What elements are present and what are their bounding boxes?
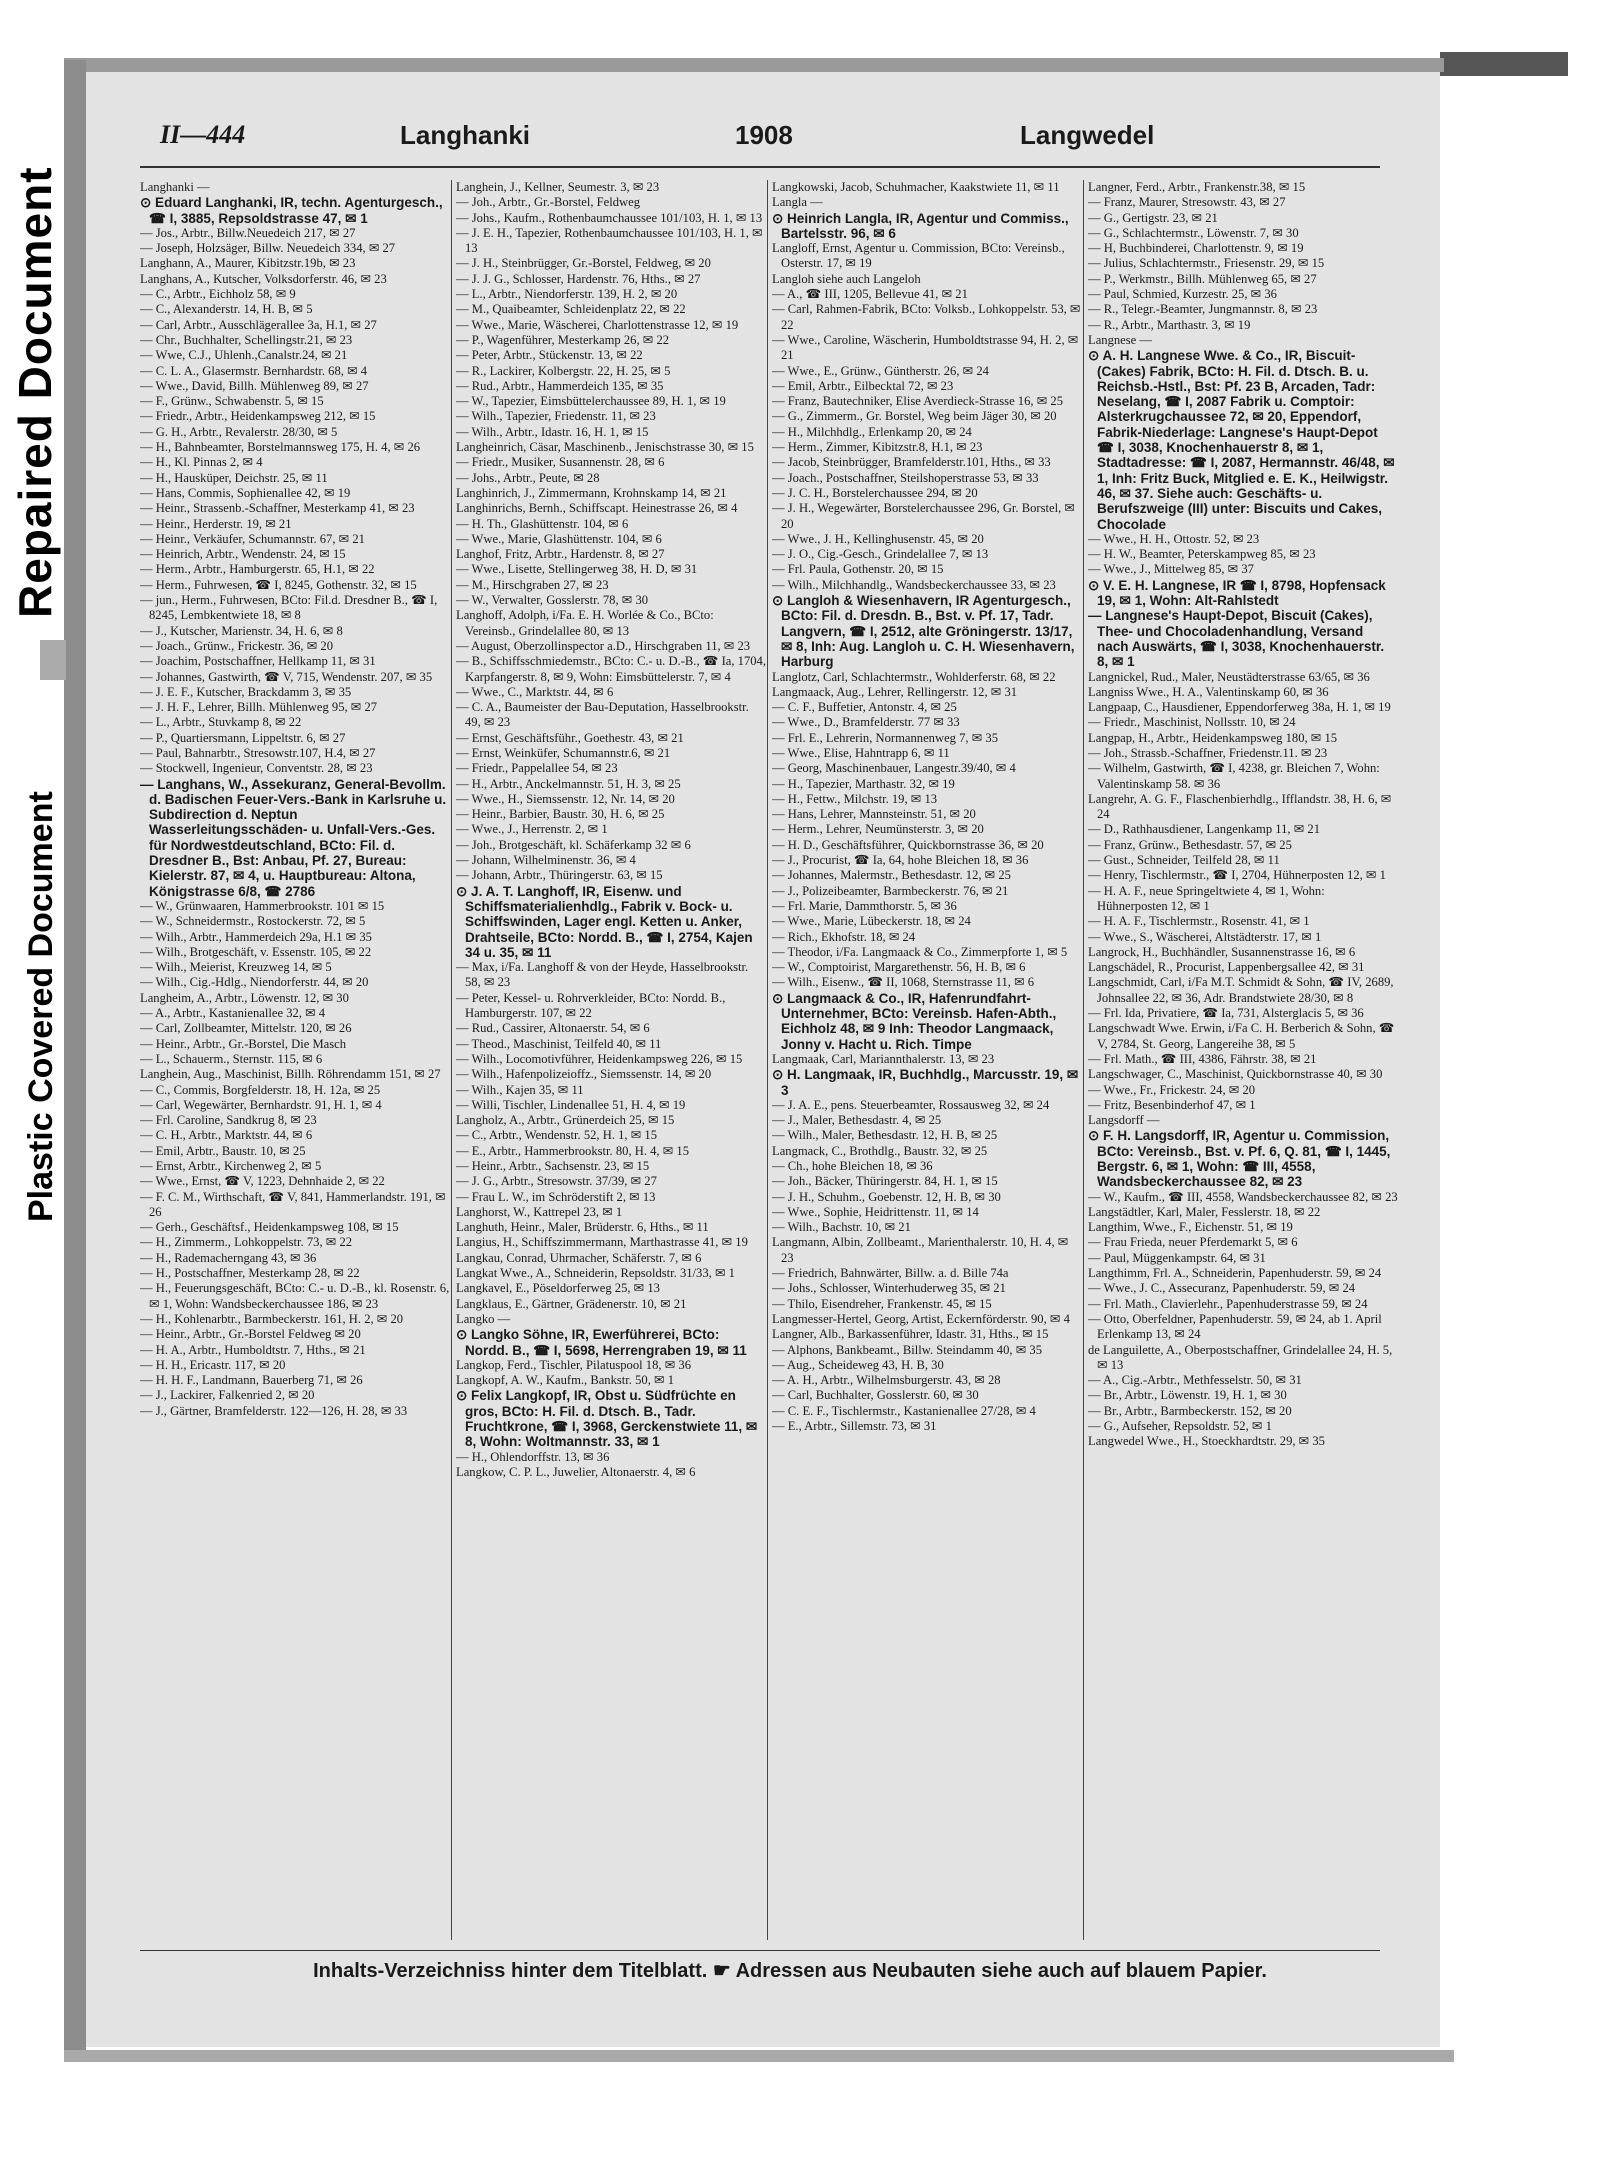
directory-entry: — jun., Herm., Fuhrwesen, BCto: Fil.d. Dresdner B., ☎ I, 8245, Lembkentwiete 18, ✉ 8 [140, 593, 438, 623]
directory-entry: — Julius, Schlachtermstr., Friesenstr. 29, ✉ 15 [1088, 256, 1325, 271]
directory-entry: — August, Oberzollinspector a.D., Hirschgraben 11, ✉ 23 [456, 638, 751, 653]
directory-entry: ⊙ Langko Söhne, IR, Ewerführerei, BCto: Nordd. B., ☎ I, 5698, Herrengraben 19, ✉ 11 [456, 1327, 747, 1358]
directory-entry: — Herm., Fuhrwesen, ☎ I, 8245, Gothenstr. 32, ✉ 15 [140, 577, 417, 592]
directory-entry: — Wwe., Marie, Glashüttenstr. 104, ✉ 6 [456, 531, 662, 546]
directory-entry: — Rud., Cassirer, Altonaerstr. 54, ✉ 6 [456, 1021, 650, 1036]
directory-entry: ⊙ V. E. H. Langnese, IR ☎ I, 8798, Hopfensack 19, ✉ 1, Wohn: Alt-Rahlstedt [1088, 577, 1386, 609]
directory-column-3 [772, 180, 1082, 1940]
column-divider [1083, 180, 1084, 1940]
directory-entry: Langhans, A., Kutscher, Volksdorferstr. 46, ✉ 23 [140, 271, 387, 286]
directory-entry: — E., Arbtr., Hammerbrookstr. 80, H. 4, ✉ 15 [456, 1143, 690, 1158]
directory-entry: — Heinr., Strassenb.-Schaffner, Mesterkamp 41, ✉ 23 [140, 501, 415, 516]
directory-entry: — C., Alexanderstr. 14, H. B, ✉ 5 [140, 302, 313, 317]
directory-entry: Langnese — [1088, 332, 1152, 347]
directory-entry: — J. E. H., Tapezier, Rothenbaumchaussee 101/103, H. 1, ✉ 13 [456, 225, 763, 256]
directory-entry: — Ernst, Geschäftsführ., Goethestr. 43, ✉ 21 [456, 730, 684, 745]
directory-entry: — C. H., Arbtr., Marktstr. 44, ✉ 6 [140, 1128, 313, 1143]
directory-entry: Langheim, A., Arbtr., Löwenstr. 12, ✉ 30 [140, 990, 349, 1005]
directory-entry: Langhinrichs, Bernh., Schiffscapt. Heinestrasse 26, ✉ 4 [456, 501, 738, 516]
directory-entry: — Carl, Zollbeamter, Mittelstr. 120, ✉ 26 [140, 1021, 352, 1036]
directory-entry: Langloff, Ernst, Agentur u. Commission, BCto: Vereinsb., Osterstr. 17, ✉ 19 [772, 241, 1065, 271]
header-first-word: Langhanki [400, 120, 531, 150]
directory-entry: — Wwe., D., Bramfelderstr. 77 ✉ 33 [772, 715, 960, 730]
directory-entry: — Johs., Kaufm., Rothenbaumchaussee 101/103, H. 1, ✉ 13 [456, 210, 763, 225]
directory-entry: — Chr., Buchhalter, Schellingstr.21, ✉ 23 [140, 332, 353, 347]
directory-entry: — J. C. H., Borstelerchaussee 294, ✉ 20 [772, 485, 978, 500]
directory-entry: — Ch., hohe Bleichen 18, ✉ 36 [772, 1159, 933, 1173]
directory-entry: ⊙ Heinrich Langla, IR, Agentur und Commiss., Bartelsstr. 96, ✉ 6 [772, 210, 1069, 241]
directory-entry: Langmack, C., Brothdlg., Baustr. 32, ✉ 25 [772, 1143, 988, 1158]
directory-entry: ⊙ F. H. Langsdorff, IR, Agentur u. Commission, BCto: Vereinsb., Bst. v. Pf. 6, Q. 81, ☎ I, 1445, Bergstr. 6, ✉ 1, Wohn: ☎ III, 4558, Wandsbeckerchaussee 82, ✉ 23 [1088, 1128, 1391, 1190]
directory-entry: — H. W., Beamter, Peterskampweg 85, ✉ 23 [1088, 547, 1316, 562]
directory-entry: — Wilh., Arbtr., Idastr. 16, H. 1, ✉ 15 [456, 424, 649, 439]
directory-entry: — Carl, Wegewärter, Bernhardstr. 91, H. 1, ✉ 4 [140, 1097, 382, 1112]
directory-entry: — H., Hausküper, Deichstr. 25, ✉ 11 [140, 470, 328, 485]
directory-entry: — Herm., Lehrer, Neumünsterstr. 3, ✉ 20 [772, 822, 984, 837]
directory-entry: — Rich., Ekhofstr. 18, ✉ 24 [772, 929, 916, 944]
directory-entry: Langhof, Fritz, Arbtr., Hardenstr. 8, ✉ 27 [456, 547, 665, 562]
directory-entry: — Friedr., Pappelallee 54, ✉ 23 [456, 761, 618, 776]
directory-entry: — H., Feuerungsgeschäft, BCto: C.- u. D.-B., kl. Rosenstr. 6, ✉ 1, Wohn: Wandsbeckerchaussee 186, ✉ 23 [140, 1281, 450, 1311]
directory-entry: — Frau L. W., im Schröderstift 2, ✉ 13 [456, 1189, 656, 1204]
directory-entry: — Hans, Commis, Sophienallee 42, ✉ 19 [140, 485, 351, 500]
directory-entry: — Joh., Bäcker, Thüringerstr. 84, H. 1, ✉ 15 [772, 1174, 998, 1189]
directory-entry: — R., Telegr.-Beamter, Jungmannstr. 8, ✉ 23 [1088, 302, 1318, 317]
directory-entry: — Wilh., Arbtr., Hammerdeich 29a, H.1 ✉ 35 [140, 929, 372, 944]
directory-entry: — Wwe., C., Marktstr. 44, ✉ 6 [456, 684, 614, 699]
directory-entry: — Wilh., Hafenpolizeioffz., Siemssenstr. 14, ✉ 20 [456, 1067, 712, 1082]
directory-entry: — Wilh., Locomotivführer, Heidenkampsweg 226, ✉ 15 [456, 1051, 743, 1066]
directory-entry: — H. D., Geschäftsführer, Quickbornstrasse 36, ✉ 20 [772, 837, 1044, 852]
directory-entry: — Wwe., Marie, Lübeckerstr. 18, ✉ 24 [772, 914, 971, 929]
directory-entry: — J. H., Schuhm., Goebenstr. 12, H. B, ✉ 30 [772, 1189, 1001, 1204]
directory-entry: Langwedel Wwe., H., Stoeckhardtstr. 29, ✉ 35 [1088, 1434, 1325, 1449]
directory-entry: Langius, H., Schiffszimmermann, Marthastrasse 41, ✉ 19 [456, 1235, 748, 1250]
directory-entry: — J. H., Wegewärter, Borstelerchaussee 296, Gr. Borstel, ✉ 20 [772, 501, 1075, 531]
label-divider [40, 640, 66, 680]
directory-entry: — Joh., Arbtr., Gr.-Borstel, Feldweg [456, 195, 640, 210]
directory-entry: — Heinrich, Arbtr., Wendenstr. 24, ✉ 15 [140, 547, 346, 562]
directory-entry: Langkop, Ferd., Tischler, Pilatuspool 18, ✉ 36 [456, 1357, 691, 1372]
directory-entry: — Herm., Zimmer, Kibitzstr.8, H.1, ✉ 23 [772, 440, 983, 455]
directory-entry: — J., Procurist, ☎ Ia, 64, hohe Bleichen 18, ✉ 36 [772, 853, 1029, 868]
directory-entry: — Franz, Grünw., Bethesdastr. 57, ✉ 25 [1088, 837, 1292, 852]
directory-entry: — Wwe., Fr., Frickestr. 24, ✉ 20 [1088, 1082, 1256, 1097]
directory-entry: — Johann, Arbtr., Thüringerstr. 63, ✉ 15 [456, 868, 663, 883]
directory-entry: Langlotz, Carl, Schlachtermstr., Wohlderferstr. 68, ✉ 22 [772, 669, 1056, 684]
directory-entry: — Jacob, Steinbrügger, Bramfelderstr.101, Hths., ✉ 33 [772, 455, 1051, 470]
directory-entry: — Langnese's Haupt-Depot, Biscuit (Cakes), Thee- und Chocoladenhandlung, Versand nach Auswärts, ☎ I, 3038, Knochenhauerstr. 8, ✉ 1 [1088, 608, 1385, 670]
directory-entry: — H. A., Arbtr., Humboldtstr. 7, Hths., ✉ 21 [140, 1342, 366, 1357]
directory-entry: Langschwager, C., Maschinist, Quickbornstrasse 40, ✉ 30 [1088, 1067, 1383, 1082]
directory-entry: Langholz, A., Arbtr., Grünerdeich 25, ✉ 15 [456, 1113, 675, 1128]
directory-entry: — J. H. F., Lehrer, Billh. Mühlenweg 95, ✉ 27 [140, 700, 378, 715]
directory-entry: — Gerh., Geschäftsf., Heidenkampsweg 108, ✉ 15 [140, 1220, 399, 1235]
directory-entry: de Languilette, A., Oberpostschaffner, Grindelallee 24, H. 5, ✉ 13 [1088, 1342, 1393, 1372]
directory-entry: — Heinr., Arbtr., Sachsenstr. 23, ✉ 15 [456, 1159, 650, 1173]
directory-entry: — Theodor, i/Fa. Langmaack & Co., Zimmerpforte 1, ✉ 5 [772, 944, 1068, 959]
directory-entry: — Wwe., J., Herrenstr. 2, ✉ 1 [456, 822, 608, 837]
directory-entry: — A. H., Arbtr., Wilhelmsburgerstr. 43, ✉ 28 [772, 1373, 1001, 1388]
directory-entry: — Johs., Arbtr., Peute, ✉ 28 [456, 470, 600, 485]
directory-entry: — C., Arbtr., Eichholz 58, ✉ 9 [140, 287, 296, 302]
directory-entry: — Wwe., E., Grünw., Güntherstr. 26, ✉ 24 [772, 363, 989, 378]
directory-entry: — Thilo, Eisendreher, Frankenstr. 45, ✉ 15 [772, 1296, 992, 1311]
directory-entry: Langrehr, A. G. F., Flaschenbierhdlg., Ifflandstr. 38, H. 6, ✉ 24 [1088, 791, 1392, 822]
directory-entry: — A., Arbtr., Kastanienallee 32, ✉ 4 [140, 1006, 326, 1021]
directory-entry: Langkavel, E., Pöseldorferweg 25, ✉ 13 [456, 1281, 660, 1296]
directory-entry: — Hans, Lehrer, Mannsteinstr. 51, ✉ 20 [772, 807, 976, 822]
directory-entry: — Paul, Schmied, Kurzestr. 25, ✉ 36 [1088, 287, 1277, 302]
directory-entry: — Friedr., Musiker, Susannenstr. 28, ✉ 6 [456, 455, 665, 470]
directory-entry: — Heinr., Arbtr., Gr.-Borstel Feldweg ✉ 20 [140, 1327, 361, 1342]
directory-entry: Langkau, Conrad, Uhrmacher, Schäferstr. 7, ✉ 6 [456, 1250, 702, 1265]
directory-entry: ⊙ Felix Langkopf, IR, Obst u. Südfrüchte en gros, BCto: H. Fil. d. Dtsch. B., Tadr. Fruchtkrone, ☎ I, 3968, Gerckenstwiete 11, ✉ 8, Wohn: Woltmannstr. 33, ✉ 1 [456, 1388, 758, 1450]
directory-entry: — Rud., Arbtr., Hammerdeich 135, ✉ 35 [456, 378, 664, 393]
directory-entry: — H., Arbtr., Anckelmannstr. 51, H. 3, ✉ 25 [456, 776, 681, 791]
scan-left-edge [64, 60, 86, 2050]
directory-entry: — Friedr., Arbtr., Heidenkampsweg 212, ✉ 15 [140, 409, 376, 424]
directory-entry: — Joh., Strassb.-Schaffner, Friedenstr.11. ✉ 23 [1088, 745, 1328, 760]
directory-entry: — Wwe., J. H., Kellinghusenstr. 45, ✉ 20 [772, 531, 984, 546]
directory-entry: — C. F., Buffetier, Antonstr. 4, ✉ 25 [772, 700, 957, 715]
directory-entry: — H., Postschaffner, Mesterkamp 28, ✉ 22 [140, 1266, 360, 1281]
directory-entry: — Frl. Math., Clavierlehr., Papenhuderstrasse 59, ✉ 24 [1088, 1296, 1368, 1311]
directory-entry: Langmann, Albin, Zollbeamt., Marienthalerstr. 10, H. 4, ✉ 23 [772, 1235, 1069, 1265]
directory-entry: — H., Kohlenarbtr., Barmbeckerstr. 161, H. 2, ✉ 20 [140, 1311, 404, 1326]
directory-entry: — Johann, Wilhelminenstr. 36, ✉ 4 [456, 853, 636, 868]
directory-entry: — D., Rathhausdiener, Langenkamp 11, ✉ 21 [1088, 822, 1321, 837]
directory-column-1 [140, 180, 450, 1940]
plastic-covered-label: Plastic Covered Document [22, 791, 60, 1222]
directory-entry: — G., Zimmerm., Gr. Borstel, Weg beim Jäger 30, ✉ 20 [772, 409, 1057, 424]
directory-entry: — Br., Arbtr., Löwenstr. 19, H. 1, ✉ 30 [1088, 1388, 1287, 1403]
directory-entry: — Wwe., J. C., Assecuranz, Papenhuderstr. 59, ✉ 24 [1088, 1281, 1356, 1296]
directory-entry: — Wilh., Tapezier, Friedenstr. 11, ✉ 23 [456, 409, 656, 424]
directory-entry: — Wwe., Ernst, ☎ V, 1223, Dehnhaide 2, ✉ 22 [140, 1174, 385, 1189]
header-rule [140, 166, 1380, 168]
directory-entry: — Franz, Bautechniker, Elise Averdieck-Strasse 16, ✉ 25 [772, 394, 1063, 409]
header-last-word: Langwedel [1020, 120, 1155, 150]
directory-entry: — J. G., Arbtr., Stresowstr. 37/39, ✉ 27 [456, 1174, 657, 1189]
directory-entry: Langkow, C. P. L., Juwelier, Altonaerstr. 4, ✉ 6 [456, 1464, 696, 1479]
column-divider [767, 180, 768, 1940]
directory-entry: Langkopf, A. W., Kaufm., Bankstr. 50, ✉ 1 [456, 1373, 674, 1388]
directory-entry: — J., Polizeibeamter, Barmbeckerstr. 76, ✉ 21 [772, 883, 1009, 898]
directory-entry: — J. H., Steinbrügger, Gr.-Borstel, Feldweg, ✉ 20 [456, 256, 711, 271]
directory-entry: — Heinr., Herderstr. 19, ✉ 21 [140, 516, 292, 531]
directory-entry: — Johannes, Gastwirth, ☎ V, 715, Wendenstr. 207, ✉ 35 [140, 669, 433, 684]
directory-entry: — Ernst, Weinküfer, Schumannstr.6, ✉ 21 [456, 745, 671, 760]
directory-entry: Langheinrich, Cäsar, Maschinenb., Jenischstrasse 30, ✉ 15 [456, 440, 754, 455]
directory-entry: — B., Schiffsschmiedemstr., BCto: C.- u. D.-B., ☎ Ia, 1704, Karpfangerstr. 8, ✉ 9, Wohn: Eimsbüttelerstr. 7, ✉ 4 [456, 654, 766, 684]
directory-entry: — Jos., Arbtr., Billw.Neuedeich 217, ✉ 27 [140, 225, 356, 240]
directory-entry: — Theod., Maschinist, Teilfeld 40, ✉ 11 [456, 1036, 662, 1051]
directory-entry: Langkat Wwe., A., Schneiderin, Repsoldstr. 31/33, ✉ 1 [456, 1266, 735, 1281]
directory-entry: — Aug., Scheideweg 43, H. B, 30 [772, 1357, 944, 1372]
directory-entry: — Joach., Postschaffner, Steilshoperstrasse 53, ✉ 33 [772, 470, 1039, 485]
directory-entry: — Wilh., Brotgeschäft, v. Essenstr. 105, ✉ 22 [140, 944, 372, 959]
directory-column-4 [1088, 180, 1398, 1940]
directory-entry: — L., Schauerm., Sternstr. 115, ✉ 6 [140, 1051, 323, 1066]
directory-entry: Langschädel, R., Procurist, Lappenbergsallee 42, ✉ 31 [1088, 960, 1365, 975]
directory-entry: — Stockwell, Ingenieur, Conventstr. 28, ✉ 23 [140, 761, 373, 776]
directory-entry: — J., Lackirer, Falkenried 2, ✉ 20 [140, 1388, 315, 1403]
directory-entry: — Friedr., Maschinist, Nollsstr. 10, ✉ 24 [1088, 715, 1296, 730]
directory-entry: — Joh., Brotgeschäft, kl. Schäferkamp 32 ✉ 6 [456, 837, 691, 852]
directory-entry: — Peter, Arbtr., Stückenstr. 13, ✉ 22 [456, 348, 643, 363]
directory-entry: — C. A., Baumeister der Bau-Deputation, Hasselbrookstr. 49, ✉ 23 [456, 700, 749, 730]
page-footer: Inhalts-Verzeichniss hinter dem Titelblatt. ☛ Adressen aus Neubauten siehe auch auf blauem Papier. [313, 1960, 1267, 1982]
directory-entry: — Frl. Paula, Gothenstr. 20, ✉ 15 [772, 562, 944, 577]
column-divider [451, 180, 452, 1940]
directory-entry: — R., Lackirer, Kolbergstr. 22, H. 25, ✉ 5 [456, 363, 671, 378]
directory-entry: — J., Maler, Bethesdastr. 4, ✉ 25 [772, 1113, 942, 1128]
directory-entry: Langniss Wwe., H. A., Valentinskamp 60, ✉ 36 [1088, 684, 1329, 699]
directory-entry: — Emil, Arbtr., Eilbecktal 72, ✉ 23 [772, 378, 954, 393]
directory-entry: — Joach., Grünw., Frickestr. 36, ✉ 20 [140, 638, 334, 653]
directory-entry: ⊙ Eduard Langhanki, IR, techn. Agenturgesch., ☎ I, 3885, Repsoldstrasse 47, ✉ 1 [140, 195, 443, 226]
directory-entry: ⊙ Langloh & Wiesenhavern, IR Agenturgesch., BCto: Fil. d. Dresdn. B., Bst. v. Pf. 17, Tadr. Langvern, ☎ I, 2512, alte Gröningerstr. 13/17, ✉ 8, Inh: Aug. Langloh u. C. H. Wiesenhavern, Harburg [772, 593, 1075, 670]
directory-entry: — Friedrich, Bahnwärter, Billw. a. d. Bille 74a [772, 1266, 1009, 1281]
directory-entry: — Wwe., J., Mittelweg 85, ✉ 37 [1088, 562, 1254, 577]
directory-entry: — Otto, Oberfeldner, Papenhuderstr. 59, ✉ 24, ab 1. April Erlenkamp 13, ✉ 24 [1088, 1311, 1382, 1342]
directory-entry: — Wilh., Cig.-Hdlg., Niendorferstr. 44, ✉ 20 [140, 975, 369, 990]
directory-entry: — H., Bahnbeamter, Borstelmannsweg 175, H. 4, ✉ 26 [140, 440, 421, 455]
directory-entry: Langloh siehe auch Langeloh [772, 271, 921, 286]
directory-entry: — W., Tapezier, Eimsbüttelerchaussee 89, H. 1, ✉ 19 [456, 394, 726, 409]
directory-entry: — E., Arbtr., Sillemstr. 73, ✉ 31 [772, 1419, 937, 1434]
directory-entry: — H., Kl. Pinnas 2, ✉ 4 [140, 455, 263, 470]
directory-entry: — R., Arbtr., Marthastr. 3, ✉ 19 [1088, 317, 1251, 332]
directory-entry: — Wwe., S., Wäscherei, Altstädterstr. 17, ✉ 1 [1088, 929, 1322, 944]
directory-entry: — W., Comptoirist, Margarethenstr. 56, H. B, ✉ 6 [772, 960, 1026, 975]
directory-entry: — F. C. M., Wirthschaft, ☎ V, 841, Hammerlandstr. 191, ✉ 26 [140, 1189, 446, 1219]
directory-entry: ⊙ H. Langmaak, IR, Buchhdlg., Marcusstr. 19, ✉ 3 [772, 1067, 1079, 1098]
directory-entry: Langner, Alb., Barkassenführer, Idastr. 31, Hths., ✉ 15 [772, 1327, 1049, 1342]
directory-entry: — J. J. G., Schlosser, Hardenstr. 76, Hths., ✉ 27 [456, 271, 701, 286]
directory-entry: — P., Werkmstr., Billh. Mühlenweg 65, ✉ 27 [1088, 271, 1317, 286]
directory-entry: — Wilhelm, Gastwirth, ☎ I, 4238, gr. Bleichen 7, Wohn: Valentinskamp 58. ✉ 36 [1088, 761, 1380, 791]
directory-entry: Langhein, Aug., Maschinist, Billh. Röhrendamm 151, ✉ 27 [140, 1067, 441, 1082]
directory-entry: Langhein, J., Kellner, Seumestr. 3, ✉ 23 [456, 180, 660, 194]
directory-entry: — Wilh., Bachstr. 10, ✉ 21 [772, 1220, 911, 1235]
directory-entry: — Heinr., Barbier, Baustr. 30, H. 6, ✉ 25 [456, 807, 665, 822]
directory-entry: — J. A. E., pens. Steuerbeamter, Rossausweg 32, ✉ 24 [772, 1097, 1050, 1112]
directory-entry: — C., Commis, Borgfelderstr. 18, H. 12a, ✉ 25 [140, 1082, 381, 1097]
directory-entry: — Franz, Maurer, Stresowstr. 43, ✉ 27 [1088, 195, 1286, 210]
directory-entry: — Frau Frieda, neuer Pferdemarkt 5, ✉ 6 [1088, 1235, 1298, 1250]
directory-entry: — Willi, Tischler, Lindenallee 51, H. 4, ✉ 19 [456, 1097, 686, 1112]
directory-entry: Langpap, H., Arbtr., Heidenkampsweg 180, ✉ 15 [1088, 730, 1338, 745]
directory-entry: Langhorst, W., Kattrepel 23, ✉ 1 [456, 1204, 623, 1219]
directory-entry: — C., Arbtr., Wendenstr. 52, H. 1, ✉ 15 [456, 1128, 658, 1143]
directory-entry: — Gust., Schneider, Teilfeld 28, ✉ 11 [1088, 853, 1280, 868]
directory-entry: — W., Grünwaaren, Hammerbrookstr. 101 ✉ 15 [140, 898, 385, 913]
directory-entry: — Ernst, Arbtr., Kirchenweg 2, ✉ 5 [140, 1159, 322, 1173]
directory-entry: — H., Rademacherngang 43, ✉ 36 [140, 1250, 317, 1265]
directory-entry: — Paul, Müggenkampstr. 64, ✉ 31 [1088, 1250, 1266, 1265]
directory-entry: — Henry, Tischlermstr., ☎ I, 2704, Hühnerposten 12, ✉ 1 [1088, 868, 1386, 883]
directory-entry: Langhoff, Adolph, i/Fa. E. H. Worlée & Co., BCto: Vereinsb., Grindelallee 80, ✉ 13 [456, 608, 714, 638]
scan-top-edge [64, 58, 1444, 72]
directory-entry: — Frl. Marie, Dammthorstr. 5, ✉ 36 [772, 898, 957, 913]
directory-entry: — L., Arbtr., Niendorferstr. 139, H. 2, ✉ 20 [456, 287, 678, 302]
directory-entry: — Wilh., Eisenw., ☎ II, 1068, Sternstrasse 11, ✉ 6 [772, 975, 1035, 990]
directory-entry: — J., Gärtner, Bramfelderstr. 122—126, H. 28, ✉ 33 [140, 1403, 408, 1418]
directory-entry: — G. H., Arbtr., Revalerstr. 28/30, ✉ 5 [140, 424, 338, 439]
directory-entry: — G., Gertigstr. 23, ✉ 21 [1088, 210, 1218, 225]
directory-entry: — Paul, Bahnarbtr., Stresowstr.107, H.4, ✉ 27 [140, 745, 376, 760]
directory-entry: — Wwe., Sophie, Heidrittenstr. 11, ✉ 14 [772, 1204, 979, 1219]
directory-entry: Langschwadt Wwe. Erwin, i/Fa C. H. Berberich & Sohn, ☎ V, 2784, St. Georg, Langereihe 38, ✉ 5 [1088, 1021, 1395, 1051]
directory-entry: — Wwe., Elise, Hahntrapp 6, ✉ 11 [772, 745, 950, 760]
directory-entry: — Wilh., Milchhandlg., Wandsbeckerchaussee 33, ✉ 23 [772, 577, 1056, 592]
directory-entry: — Heinr., Arbtr., Gr.-Borstel, Die Masch [140, 1036, 347, 1051]
directory-entry: — J., Kutscher, Marienstr. 34, H. 6, ✉ 8 [140, 623, 343, 638]
directory-entry: — Johs., Schlosser, Winterhuderweg 35, ✉ 21 [772, 1281, 1006, 1296]
directory-entry: Langko — [456, 1311, 511, 1326]
directory-entry: ⊙ A. H. Langnese Wwe. & Co., IR, Biscuit- (Cakes) Fabrik, BCto: H. Fil. d. Dtsch. B. u. Reichsb.-Hstl., Bst: Pf. 23 B, Arcaden, Tadr: Neselang, ☎ I, 2087 Fabrik u. Comptoir: Alsterkrugchaussee 72, ✉ 20, Eppendorf, Fabrik-Niederlage: Langnese's Haupt-Depot ☎ I, 3038, Knochenhauerstr 8, ✉ 1, Stadtadresse: ☎ I, 2087, Hermannstr. 46/48, ✉ 1, Inh: Fritz Buck, Mitglied e. E. K., Heilwigstr. 46, ✉ 37. Siehe auch: Geschäfts- u. Berufszweige (III) unter: Biscuits und Cakes, Chocolade [1088, 348, 1395, 532]
directory-entry: — Wwe., Lisette, Stellingerweg 38, H. D, ✉ 31 [456, 562, 698, 577]
directory-entry: — H. Th., Glashüttenstr. 104, ✉ 6 [456, 516, 629, 531]
directory-entry: — Frl. Caroline, Sandkrug 8, ✉ 23 [140, 1113, 317, 1128]
directory-entry: — J. O., Cig.-Gesch., Grindelallee 7, ✉ 13 [772, 547, 989, 562]
directory-entry: — Br., Arbtr., Barmbeckerstr. 152, ✉ 20 [1088, 1403, 1292, 1418]
directory-entry: Langmesser-Hertel, Georg, Artist, Eckernförderstr. 90, ✉ 4 [772, 1311, 1070, 1326]
directory-entry: — Frl. Ida, Privatiere, ☎ Ia, 731, Alsterglacis 5, ✉ 36 [1088, 1006, 1364, 1021]
directory-entry: — Joseph, Holzsäger, Billw. Neuedeich 334, ✉ 27 [140, 241, 396, 256]
directory-entry: — C. L. A., Glasermstr. Bernhardstr. 68, ✉ 4 [140, 363, 368, 378]
directory-entry: — Frl. Math., ☎ III, 4386, Fährstr. 38, ✉ 21 [1088, 1051, 1317, 1066]
directory-entry: Langstädtler, Karl, Maler, Fesslerstr. 18, ✉ 22 [1088, 1204, 1321, 1219]
directory-entry: ⊙ Langmaack & Co., IR, Hafenrundfahrt-Unternehmer, BCto: Vereinsb. Hafen-Abth., Eichholz 48, ✉ 9 Inh: Theodor Langmaack, Jonny v. Hacht u. Rich. Timpe [772, 990, 1057, 1052]
directory-entry: — H. H., Ericastr. 117, ✉ 20 [140, 1357, 286, 1372]
directory-entry: Langmaak, Carl, Mariannthalerstr. 13, ✉ 23 [772, 1051, 995, 1066]
directory-entry: — Fritz, Besenbinderhof 47, ✉ 1 [1088, 1097, 1256, 1112]
directory-entry: Langhinrich, J., Zimmermann, Krohnskamp 14, ✉ 21 [456, 485, 727, 500]
directory-entry: — Carl, Arbtr., Ausschlägerallee 3a, H.1, ✉ 27 [140, 317, 377, 332]
directory-entry: — C. E. F., Tischlermstr., Kastanienallee 27/28, ✉ 4 [772, 1403, 1036, 1418]
directory-entry: — W., Schneidermstr., Rostockerstr. 72, ✉ 5 [140, 914, 366, 929]
directory-entry: — Frl. E., Lehrerin, Normannenweg 7, ✉ 35 [772, 730, 998, 745]
directory-entry: — F., Grünw., Schwabenstr. 5, ✉ 15 [140, 394, 324, 409]
directory-entry: ⊙ J. A. T. Langhoff, IR, Eisenw. und Schiffsmaterialienhdlg., Fabrik v. Bock- u. Schiffswinden, Lager engl. Ketten u. Anker, Drahtseile, BCto: Nordd. B., ☎ I, 2754, Kajen 34 u. 35, ✉ 11 [456, 883, 753, 960]
directory-entry: Langklaus, E., Gärtner, Grädenerstr. 10, ✉ 21 [456, 1296, 687, 1311]
directory-entry: — P., Wagenführer, Mesterkamp 26, ✉ 22 [456, 332, 670, 347]
directory-entry: Langhuth, Heinr., Maler, Brüderstr. 6, Hths., ✉ 11 [456, 1220, 709, 1235]
directory-entry: — H., Fettw., Milchstr. 19, ✉ 13 [772, 791, 938, 806]
directory-entry: — H. A. F., Tischlermstr., Rosenstr. 41, ✉ 1 [1088, 914, 1310, 929]
directory-entry: — G., Schlachtermstr., Löwenstr. 7, ✉ 30 [1088, 225, 1299, 240]
directory-entry: Langschmidt, Carl, i/Fa M.T. Schmidt & Sohn, ☎ IV, 2689, Johnsallee 22, ✉ 36, Adr. Brandstwiete 28/30, ✉ 8 [1088, 975, 1394, 1005]
directory-entry: Langner, Ferd., Arbtr., Frankenstr.38, ✉ 15 [1088, 180, 1306, 194]
footer-rule [140, 1950, 1380, 1951]
directory-entry: — Max, i/Fa. Langhoff & von der Heyde, Hasselbrookstr. 58, ✉ 23 [456, 960, 749, 990]
directory-entry: — L., Arbtr., Stuvkamp 8, ✉ 22 [140, 715, 302, 730]
directory-entry: Langnickel, Rud., Maler, Neustädterstrasse 63/65, ✉ 36 [1088, 669, 1370, 684]
directory-entry: — Peter, Kessel- u. Rohrverkleider, BCto: Nordd. B., Hamburgerstr. 107, ✉ 22 [456, 990, 726, 1021]
directory-entry: — Wilh., Maler, Bethesdastr. 12, H. B, ✉ 25 [772, 1128, 998, 1143]
directory-entry: Langpaap, C., Hausdiener, Eppendorferweg 38a, H. 1, ✉ 19 [1088, 700, 1391, 715]
directory-entry: — A., Cig.-Arbtr., Methfesselstr. 50, ✉ 31 [1088, 1373, 1302, 1388]
directory-entry: — W., Kaufm., ☎ III, 4558, Wandsbeckerchaussee 82, ✉ 23 [1088, 1189, 1398, 1204]
directory-entry: — Carl, Buchhalter, Gosslerstr. 60, ✉ 30 [772, 1388, 979, 1403]
directory-entry: — Carl, Rahmen-Fabrik, BCto: Volksb., Lohkoppelstr. 53, ✉ 22 [772, 302, 1081, 332]
directory-entry: Langthimm, Frl. A., Schneiderin, Papenhuderstr. 59, ✉ 24 [1088, 1266, 1382, 1281]
binding-tab [1440, 52, 1568, 76]
directory-entry: — H, Buchbinderei, Charlottenstr. 9, ✉ 19 [1088, 241, 1304, 256]
directory-entry: — Wwe, C.J., Uhlenh.,Canalstr.24, ✉ 21 [140, 348, 348, 363]
directory-entry: — H., Milchhdlg., Erlenkamp 20, ✉ 24 [772, 424, 972, 439]
directory-entry: Langhann, A., Maurer, Kibitzstr.19b, ✉ 23 [140, 256, 356, 271]
directory-entry: — W., Verwalter, Gosslerstr. 78, ✉ 30 [456, 593, 649, 608]
directory-entry: — Wwe., H. H., Ottostr. 52, ✉ 23 [1088, 531, 1260, 546]
directory-entry: Langsdorff — [1088, 1113, 1160, 1128]
header-year: 1908 [735, 120, 793, 150]
directory-entry: — Wilh., Kajen 35, ✉ 11 [456, 1082, 584, 1097]
repaired-document-label: Repaired Document [9, 166, 61, 618]
directory-entry: — Wwe., Caroline, Wäscherin, Humboldtstrasse 94, H. 2, ✉ 21 [772, 332, 1079, 363]
directory-entry: — J. E. F., Kutscher, Brackdamm 3, ✉ 35 [140, 684, 352, 699]
directory-entry: — H., Zimmerm., Lohkoppelstr. 73, ✉ 22 [140, 1235, 353, 1250]
directory-entry: — H. A. F., neue Springeltwiete 4, ✉ 1, Wohn: Hühnerposten 12, ✉ 1 [1088, 883, 1325, 913]
directory-entry: — Heinr., Verkäufer, Schumannstr. 67, ✉ 21 [140, 531, 365, 546]
directory-entry: — A., ☎ III, 1205, Bellevue 41, ✉ 21 [772, 287, 968, 302]
directory-entry: — Wwe., Marie, Wäscherei, Charlottenstrasse 12, ✉ 19 [456, 317, 739, 332]
directory-entry: — Johannes, Malermstr., Bethesdastr. 12, ✉ 25 [772, 868, 1011, 883]
directory-entry: — Herm., Arbtr., Hamburgerstr. 65, H.1, ✉ 22 [140, 562, 375, 577]
directory-entry: — M., Hirschgraben 27, ✉ 23 [456, 577, 609, 592]
directory-column-2 [456, 180, 766, 1940]
directory-entry: — P., Quartiersmann, Lippeltstr. 6, ✉ 27 [140, 730, 346, 745]
directory-entry: — Joachim, Postschaffner, Hellkamp 11, ✉ 31 [140, 654, 376, 669]
directory-entry: — M., Quaibeamter, Schleidenplatz 22, ✉ 22 [456, 302, 686, 317]
page-number: II—444 [160, 120, 246, 149]
directory-entry: — Emil, Arbtr., Baustr. 10, ✉ 25 [140, 1143, 306, 1158]
directory-entry: — Wilh., Meierist, Kreuzweg 14, ✉ 5 [140, 960, 332, 975]
directory-entry: — Langhans, W., Assekuranz, General-Bevollm. d. Badischen Feuer-Vers.-Bank in Karlsruhe u. Subdirection d. Neptun Wasserleitungsschäden- u. Unfall-Vers.-Ges. für Nordwestdeutschland, BCto: Fil. d. Dresdner B., Bst: Anbau, Pf. 27, Bureau: Kielerstr. 87, ✉ 4, u. Hauptbureau: Altona, Königstrasse 6/8, ☎ 2786 [140, 776, 447, 899]
directory-entry: — G., Aufseher, Repsoldstr. 52, ✉ 1 [1088, 1419, 1272, 1434]
directory-entry: Langrock, H., Buchhändler, Susannenstrasse 16, ✉ 6 [1088, 944, 1356, 959]
directory-entry: Langthim, Wwe., F., Eichenstr. 51, ✉ 19 [1088, 1220, 1293, 1235]
directory-entry: Langla — [772, 195, 823, 210]
directory-entry: — Georg, Maschinenbauer, Langestr.39/40, ✉ 4 [772, 761, 1016, 776]
directory-entry: — Wwe., H., Siemssenstr. 12, Nr. 14, ✉ 20 [456, 791, 675, 806]
directory-entry: — Alphons, Bankbeamt., Billw. Steindamm 40, ✉ 35 [772, 1342, 1042, 1357]
directory-entry: — H., Ohlendorffstr. 13, ✉ 36 [456, 1449, 610, 1464]
directory-entry: — H. H. F., Landmann, Bauerberg 71, ✉ 26 [140, 1373, 363, 1388]
directory-entry: — H., Tapezier, Marthastr. 32, ✉ 19 [772, 776, 955, 791]
directory-entry: — Wwe., David, Billh. Mühlenweg 89, ✉ 27 [140, 378, 369, 393]
directory-entry: Langmaack, Aug., Lehrer, Rellingerstr. 12, ✉ 31 [772, 684, 1018, 699]
directory-entry: Langkowski, Jacob, Schuhmacher, Kaakstwiete 11, ✉ 11 [772, 180, 1060, 194]
scan-bottom-edge [64, 2050, 1454, 2062]
directory-entry: Langhanki — [140, 180, 210, 194]
